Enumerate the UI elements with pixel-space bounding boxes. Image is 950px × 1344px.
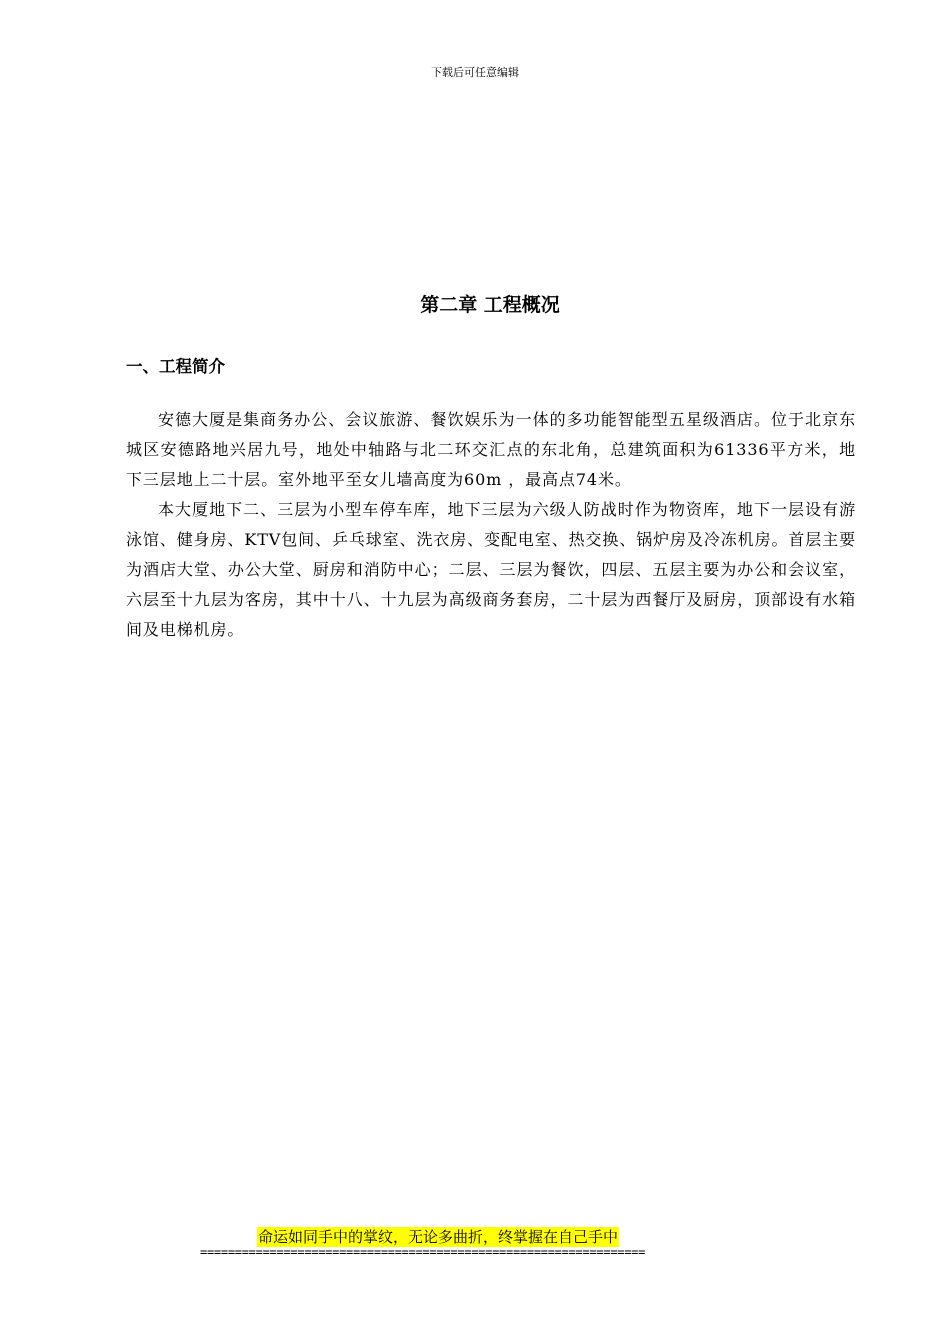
page-header-note: 下载后可任意编辑 [431, 66, 519, 79]
paragraph-2: 本大厦地下二、三层为小型车停车库，地下三层为六级人防战时作为物资库，地下一层设有游泳馆、健身房、KTV包间、乒乓球室、洗衣房、变配电室、热交换、锅炉房及冷冻机房。首层主要为酒店大堂、办公大堂、厨房和消防中心；二层、三层为餐饮，四层、五层主要为办公和会议室，六层至十九层为客房，其中十八、十九层为高级商务套房，二十层为西餐厅及厨房，顶部设有水箱间及电梯机房。 [126, 500, 856, 639]
footer-quote: 命运如同手中的掌纹，无论多曲折，终掌握在自己手中 [258, 1228, 619, 1246]
chapter-title: 第二章 工程概况 [420, 294, 560, 316]
section-heading: 一、工程简介 [126, 357, 225, 376]
footer-divider: ================================================================ [200, 1245, 646, 1259]
paragraph-1: 安德大厦是集商务办公、会议旅游、餐饮娱乐为一体的多功能智能型五星级酒店。位于北京东城区安德路地兴居九号，地处中轴路与北二环交汇点的东北角，总建筑面积为61336平方米，地下三层地上二十层。室外地平至女儿墙高度为60m ，最高点74米。 [126, 410, 856, 489]
body-text [126, 405, 856, 645]
